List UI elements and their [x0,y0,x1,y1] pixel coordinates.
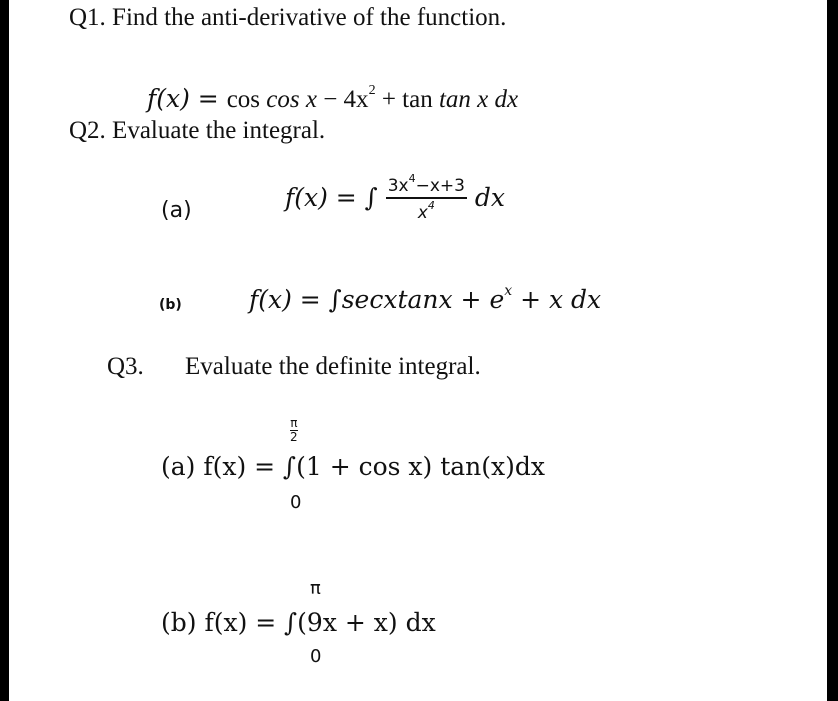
q1-term-tanx: tan x dx [438,86,519,113]
q3a-upper-limit [290,417,298,444]
q2b-body: ∫secxtanx + e [328,285,505,314]
q2a-num-exp: 4 [408,172,416,185]
q2b-label: (b) [159,297,182,313]
q3a-upper-den: 2 [290,430,298,444]
q1-term-cosx: cos x [266,86,317,113]
q3a-upper-num: π [290,416,298,430]
q1-term-4x: − 4x [316,86,369,113]
q2a-den-base: x [417,203,428,223]
q2a-num-post: −x+3 [415,176,465,196]
q2b-equation [249,285,601,314]
q1-lhs: f(x) = [147,84,227,113]
q2a-lhs: f(x) = ∫ [285,183,378,212]
q2b-lhs: f(x) = [249,285,329,314]
q2b-exponent: x [504,283,513,299]
q2a-fraction [386,172,467,223]
q1-equation [147,84,518,114]
q2a-equation [285,172,506,223]
q2a-label: (a) [161,198,192,223]
q2a-numerator [386,172,467,199]
q2a-num-pre: 3x [387,176,409,196]
q3a-lower-limit: 0 [290,492,302,513]
q3-heading: Evaluate the definite integral. [185,353,481,380]
q3b-lower-limit: 0 [310,646,322,667]
q1-exponent: 2 [368,83,376,98]
q2a-den-exp: 4 [427,199,435,212]
q2-heading: Q2. Evaluate the integral. [69,117,326,144]
q3-number: Q3. [107,353,144,380]
document-page [9,0,827,701]
q2b-tail: + x dx [512,285,602,314]
q3b-equation: (b) f(x) = ∫(9x + x) dx [161,608,436,637]
q3a-equation: (a) f(x) = ∫(1 + cos x) tan(x)dx [161,452,545,481]
q2a-denominator [386,199,467,223]
q3b-upper-limit: π [310,578,321,599]
q1-term-cos: cos [226,86,267,113]
q1-heading: Q1. Find the anti-derivative of the function. [69,4,507,31]
q1-term-tan: + tan [375,86,439,113]
q2a-tail: dx [474,183,506,212]
